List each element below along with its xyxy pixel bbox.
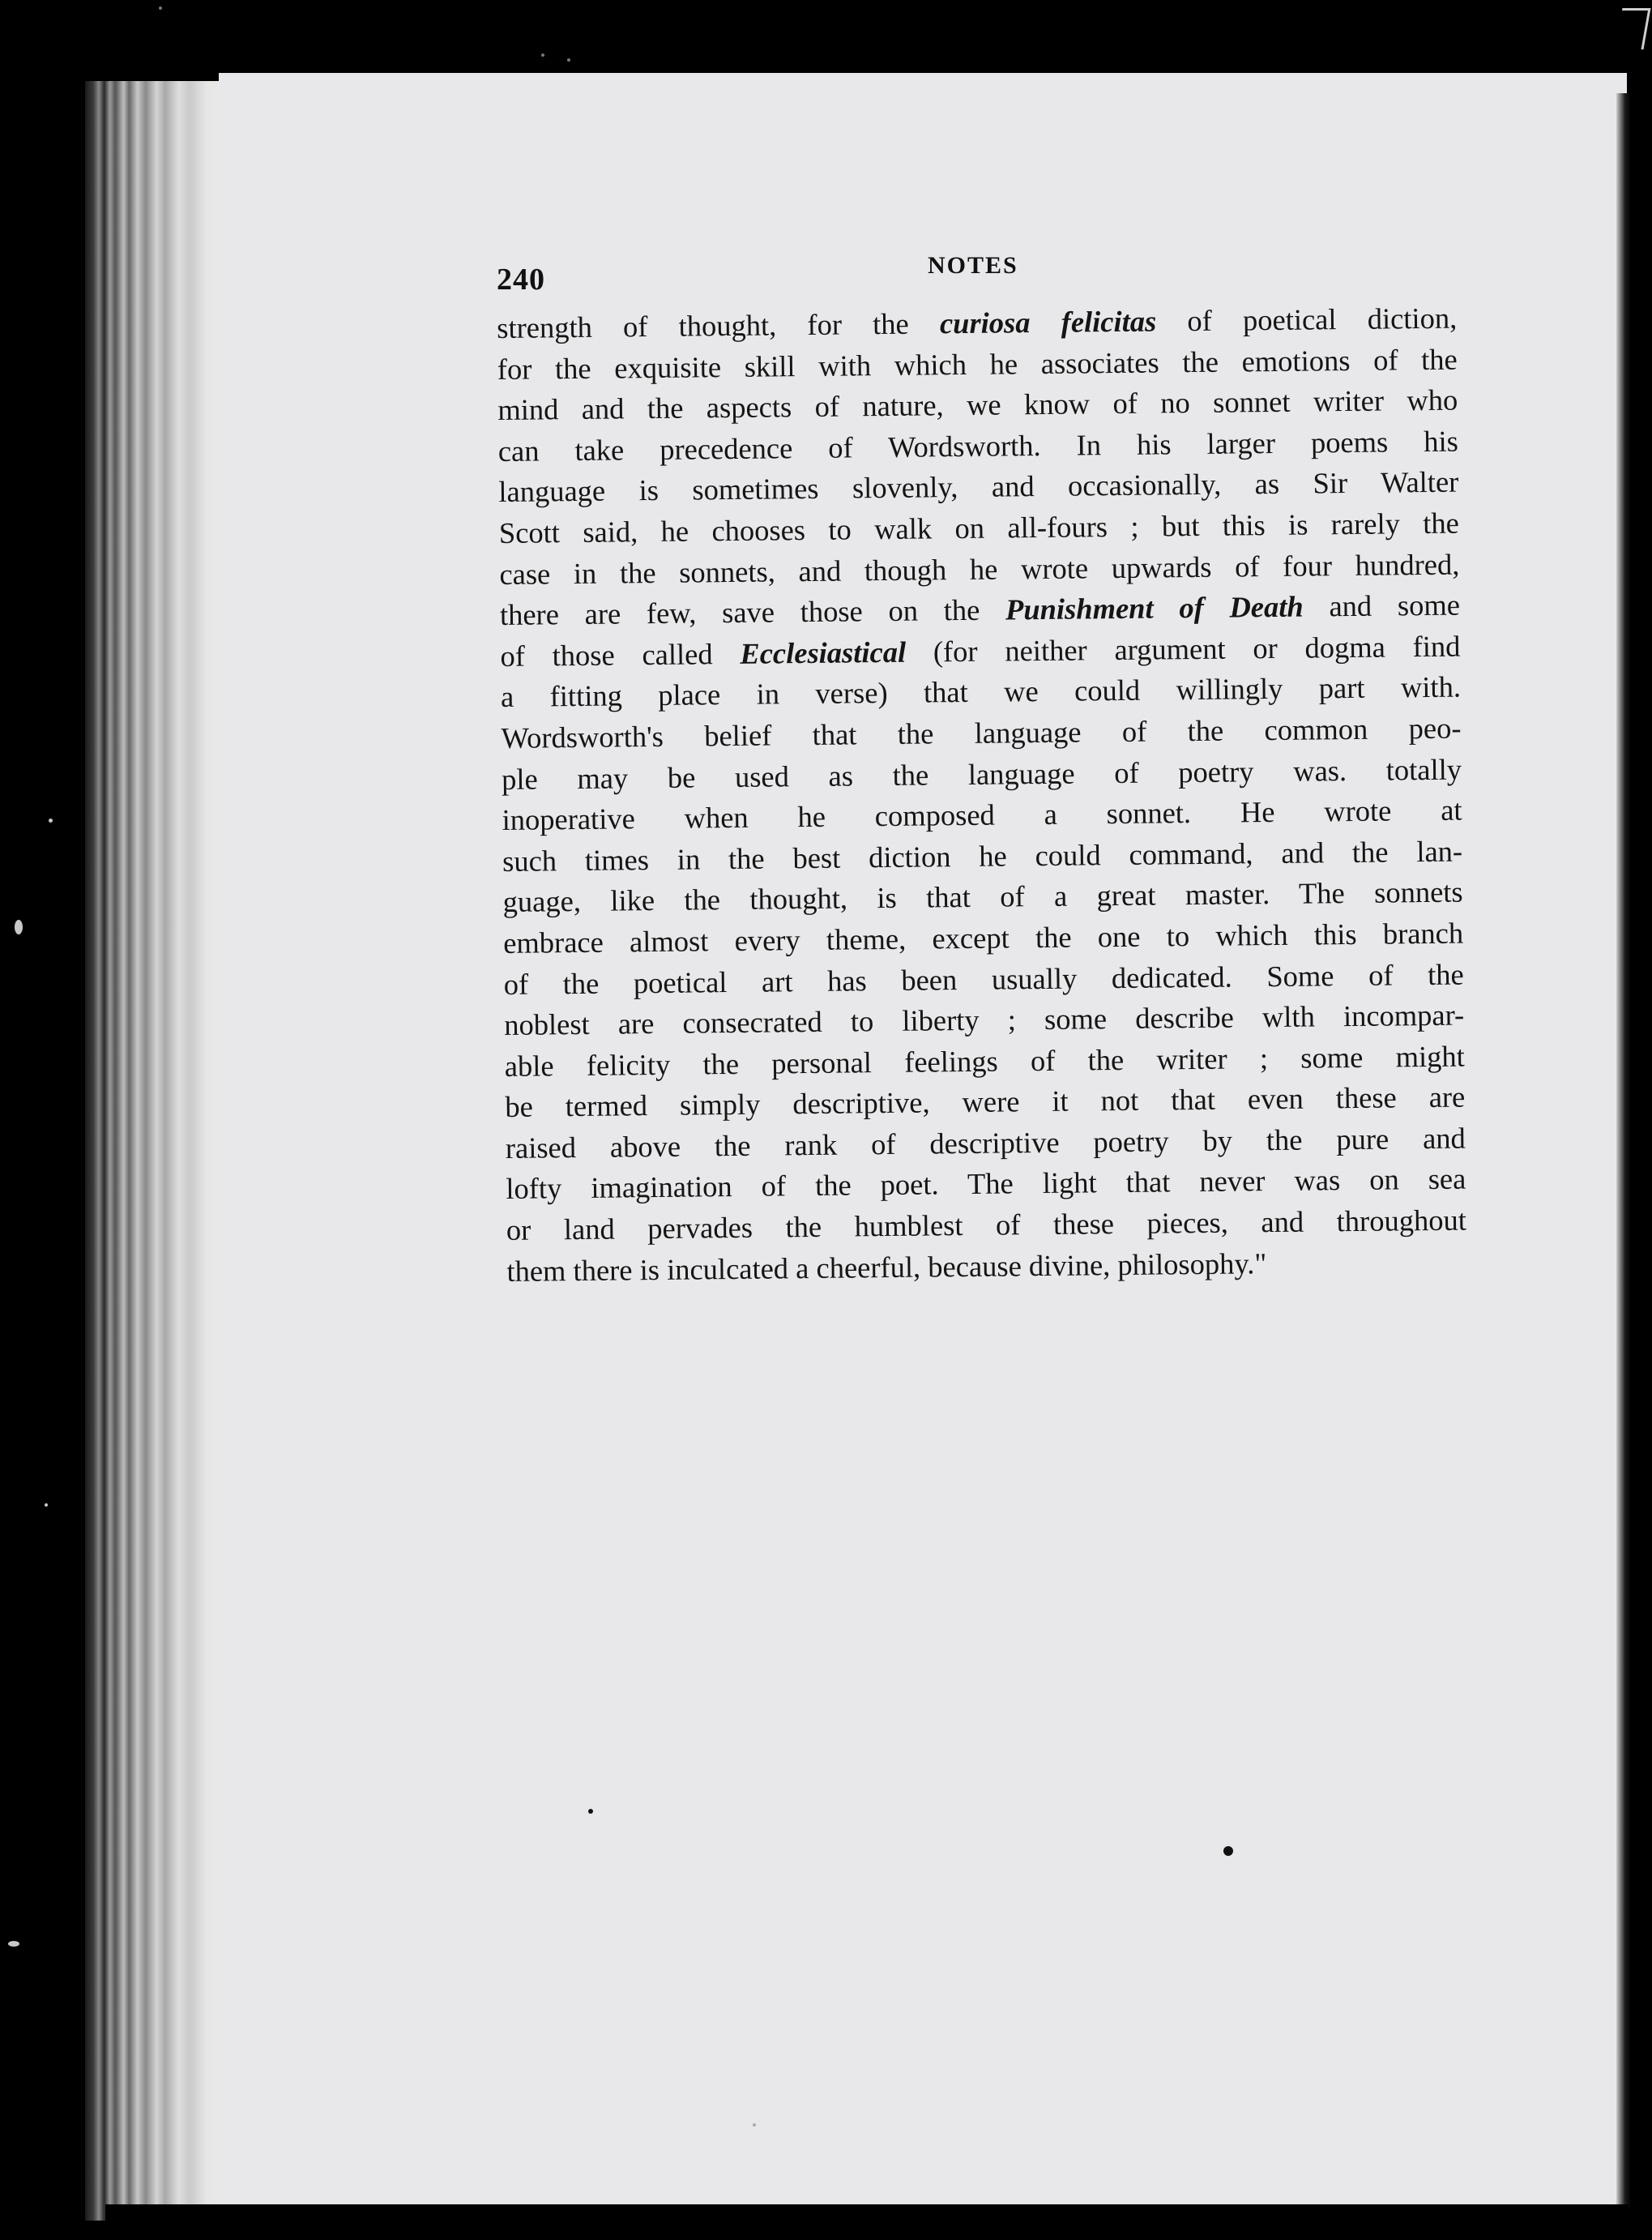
page-number: 240 [497,263,545,297]
text-segment: mind and the aspects of nature, we know of no sonnet writer who [497,383,1458,427]
text-segment: case in the sonnets, and though he wrote upwards of four hundred, [499,547,1460,591]
text-segment: (for neither argument or dogma find [905,629,1461,669]
text-segment: a fitting place in verse) that we could willingly part with. [500,669,1462,714]
text-segment: raised above the rank of descriptive poetry by the pure and [505,1121,1466,1165]
text-segment: embrace almost every theme, except the one to which this branch [502,916,1464,960]
italic-title: Punishment of Death [1005,589,1304,626]
text-segment: lofty imagination of the poet. The light that never was on sea [506,1162,1466,1206]
text-segment: strength of thought, for the [497,306,941,344]
book-binding-edge [85,81,223,2221]
scan-speck [49,819,53,823]
scan-speck [8,1941,19,1947]
italic-title: curiosa felicitas [939,304,1157,340]
text-segment: of the poetical art has been usually dedicated. Some of the [503,957,1464,1001]
scan-speck [567,58,570,62]
italic-title: Ecclesiastical [740,635,907,670]
text-segment: of those called [500,636,741,673]
bottom-shadow [105,2204,1629,2240]
stray-mark [753,2123,756,2127]
scan-speck [45,1503,48,1507]
scan-speck [15,920,23,934]
text-segment: of poetical diction, [1156,301,1458,338]
text-segment: for the exquisite skill with which he associates the emotions of the [497,342,1458,386]
text-segment: such times in the best diction he could command, and the lan- [502,834,1463,878]
text-segment: there are few, save those on the [499,592,1006,632]
text-segment: able felicity the personal feelings of the writer ; some might [504,1039,1465,1083]
running-title: NOTES [928,252,1018,279]
text-segment: them there is inculcated a cheerful, because divine, philosophy." [506,1246,1267,1288]
text-segment: and some [1303,588,1461,623]
text-segment: noblest are consecrated to liberty ; some describe wlth incompar- [504,998,1465,1042]
text-segment: language is sometimes slovenly, and occasionally, as Sir Walter [498,464,1459,509]
scan-speck [159,6,162,10]
text-segment: be termed simply descriptive, were it not that even these are [505,1079,1466,1124]
stray-mark [588,1809,593,1814]
scan-speck [541,53,544,57]
stray-mark [1223,1846,1233,1856]
text-segment: Wordsworth's belief that the language of the common peo- [501,711,1462,755]
text-segment: or land pervades the humblest of these pieces, and throughout [506,1203,1467,1246]
corner-scan-mark [1616,8,1651,49]
body-text [497,298,1467,1293]
running-head [0,247,1652,296]
page-right-edge [1616,93,1631,2208]
text-segment: guage, like the thought, is that of a great master. The sonnets [502,874,1463,919]
text-segment: can take precedence of Wordsworth. In his larger poems his [497,424,1458,468]
text-segment: inoperative when he composed a sonnet. He wrote at [502,793,1462,837]
text-segment: ple may be used as the language of poetry was. totally [501,752,1462,796]
text-segment: Scott said, he chooses to walk on all-fours ; but this is rarely the [498,506,1460,549]
